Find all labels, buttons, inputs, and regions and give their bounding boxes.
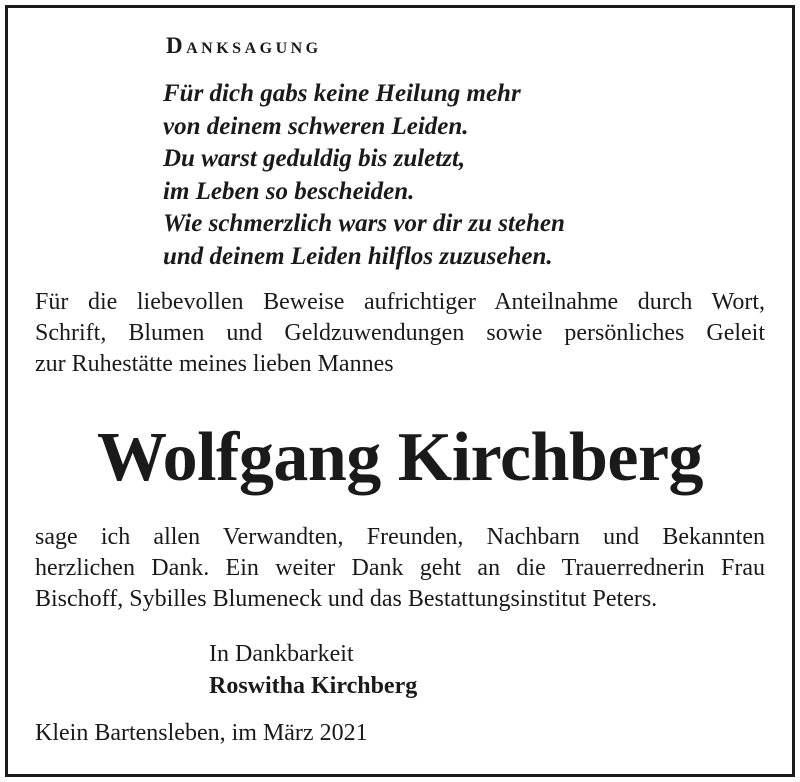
poem-line: und deinem Leiden hilflos zuzusehen. — [163, 242, 553, 270]
intro-line: zur Ruhestätte meines lieben Mannes — [35, 351, 394, 377]
notice-heading: Danksagung — [166, 33, 322, 58]
deceased-name: Wolfgang Kirchberg — [96, 419, 704, 496]
poem — [163, 78, 565, 273]
intro-paragraph — [35, 287, 765, 380]
thanks-paragraph — [35, 522, 765, 615]
thanks-line: herzlichen Dank. Ein weiter Dank geht an die Trauerrednerin Frau — [35, 555, 765, 581]
closing-block — [209, 638, 417, 702]
poem-line: im Leben so bescheiden. — [163, 177, 415, 205]
poem-line: Für dich gabs keine Heilung mehr — [163, 80, 521, 107]
place-date: Klein Bartensleben, im März 2021 — [35, 720, 368, 746]
closing-phrase: In Dankbarkeit — [209, 641, 354, 667]
thanks-line: Bischoff, Sybilles Blumeneck und das Bestattungsinstitut Peters. — [35, 586, 658, 612]
thanks-line: sage ich allen Verwandten, Freunden, Nachbarn und Bekannten — [35, 524, 765, 550]
intro-line: Für die liebevollen Beweise aufrichtiger Anteilnahme durch Wort, — [35, 289, 765, 315]
poem-line: Wie schmerzlich wars vor dir zu stehen — [163, 210, 565, 237]
signature: Roswitha Kirchberg — [209, 673, 418, 699]
poem-line: von deinem schweren Leiden. — [163, 112, 469, 140]
poem-line: Du warst geduldig bis zuletzt, — [163, 145, 466, 172]
intro-line: Schrift, Blumen und Geldzuwendungen sowie persönliches Geleit — [35, 320, 765, 346]
